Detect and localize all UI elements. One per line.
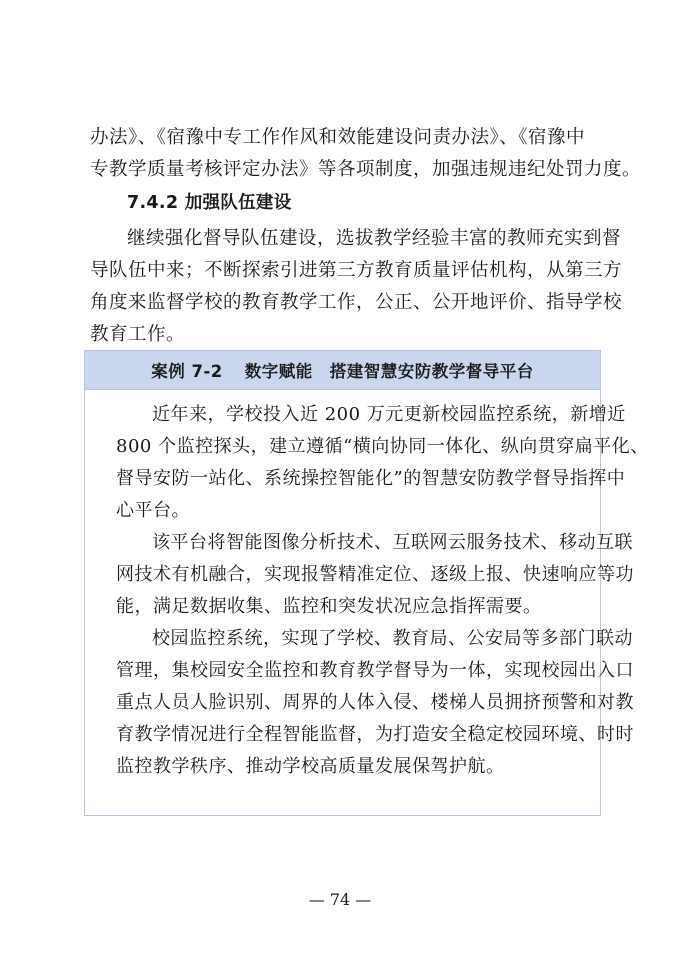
case-study-box: [84, 350, 649, 816]
text-line: 心平台。: [116, 500, 190, 521]
text-line: 办法》、《宿豫中专工作作风和效能建设问责办法》、《宿豫中: [90, 127, 586, 148]
text-line: 角度来监督学校的教育教学工作，公正、公开地评价、指导学校: [90, 292, 623, 313]
text-line: 育教学情况进行全程智能监督，为打造安全稳定校园环境、时时: [116, 724, 634, 745]
case-body: [116, 399, 649, 783]
text-line: 网技术有机融合，实现报警精准定位、逐级上报、快速响应等功: [116, 564, 634, 585]
text-line: 能，满足数据收集、监控和突发状况应急指挥需要。: [116, 596, 542, 617]
text-line: 督导安防一站化、系统操控智能化”的智慧安防教学督导指挥中: [116, 468, 626, 489]
intro-paragraph: [90, 122, 642, 186]
text-line: 重点人员人脸识别、周界的人体入侵、楼梯人员拥挤预警和对教: [116, 692, 634, 713]
text-line: 管理，集校园安全监控和教育教学督导为一体，实现校园出入口: [116, 660, 634, 681]
text-line: 近年来，学校投入近 200 万元更新校园监控系统，新增近: [152, 404, 626, 425]
section-heading: 7.4.2 加强队伍建设: [127, 193, 292, 213]
section-paragraph: [90, 223, 623, 351]
case-label: 案例 7-2: [151, 362, 223, 381]
case-paragraph: [116, 623, 634, 783]
text-line: 教育工作。: [90, 324, 186, 345]
text-line: 监控教学秩序、推动学校高质量发展保驾护航。: [116, 756, 505, 777]
case-paragraph: [116, 399, 649, 527]
text-line: 专教学质量考核评定办法》等各项制度，加强违规违纪处罚力度。: [90, 159, 642, 180]
text-line: 校园监控系统，实现了学校、教育局、公安局等多部门联动: [152, 628, 633, 649]
case-title: 数字赋能 搭建智慧安防教学督导平台: [244, 362, 534, 381]
case-header: [85, 351, 600, 390]
case-paragraph: [116, 527, 634, 623]
text-line: 导队伍中来；不断探索引进第三方教育质量评估机构，从第三方: [90, 260, 623, 281]
page-number: — 74 —: [308, 890, 372, 909]
text-line: 该平台将智能图像分析技术、互联网云服务技术、移动互联: [152, 532, 633, 553]
text-line: 继续强化督导队伍建设，选拔教学经验丰富的教师充实到督: [127, 228, 622, 249]
text-line: 800 个监控探头，建立遵循“横向协同一体化、纵向贯穿扁平化、: [116, 436, 649, 457]
